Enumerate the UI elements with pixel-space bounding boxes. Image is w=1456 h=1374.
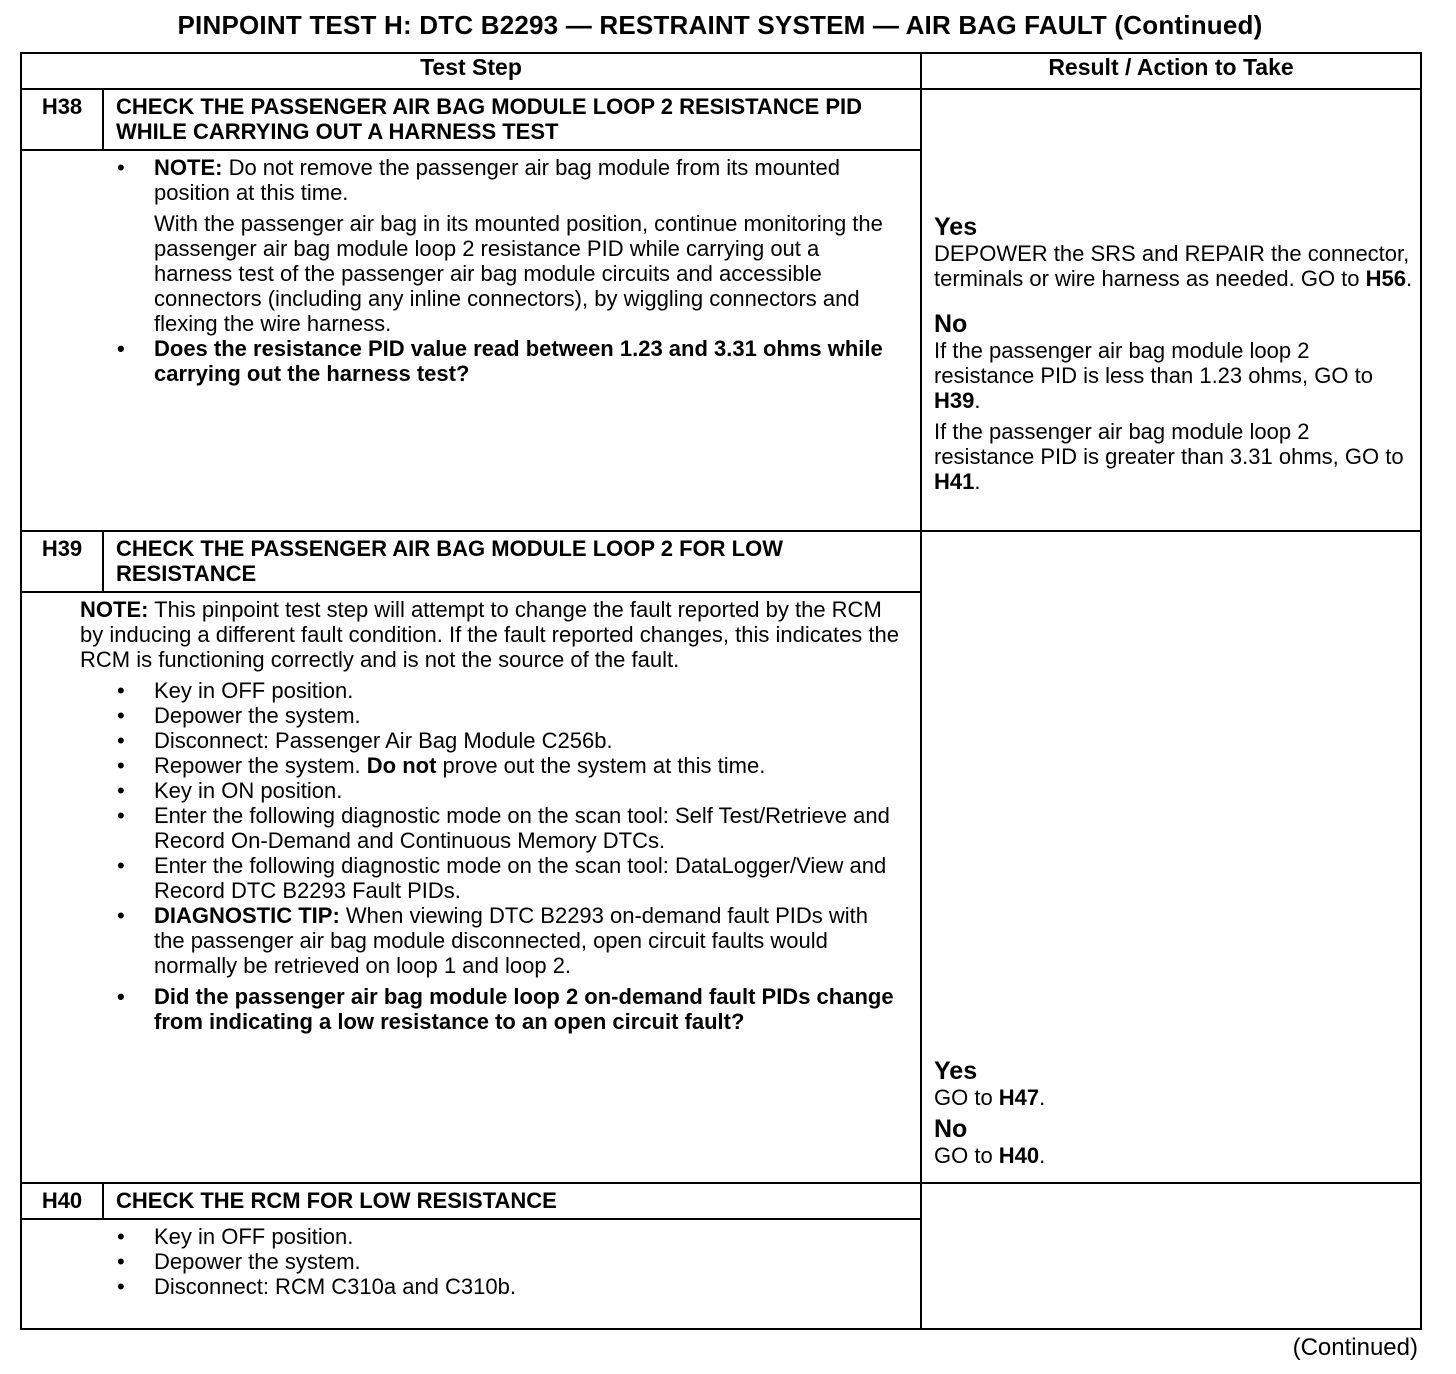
step-body-h40 (22, 1220, 920, 1311)
step-cell-h40 (21, 1183, 921, 1329)
step-title: CHECK THE PASSENGER AIR BAG MODULE LOOP 2 RESISTANCE PID WHILE CARRYING OUT A HARNESS TEST (116, 94, 863, 144)
pinpoint-test-table (20, 52, 1422, 1330)
list-item: • Depower the system. (117, 1249, 900, 1274)
step-cell-h38 (21, 89, 921, 531)
list-item (117, 155, 900, 336)
no-action-1: If the passenger air bag module loop 2 resistance PID is less than 1.23 ohms, GO to H39. (934, 338, 1373, 413)
list-item: • Key in OFF position. (117, 678, 900, 703)
note-text: Do not remove the passenger air bag module from its mounted position at this time. (154, 155, 840, 205)
yes-label: Yes (934, 213, 978, 241)
step-id: H39 (22, 532, 104, 591)
goto-link: H39 (934, 388, 975, 413)
step-title: CHECK THE RCM FOR LOW RESISTANCE (116, 1188, 557, 1213)
test-step-header: Test Step (21, 53, 921, 89)
note-label: NOTE: (80, 597, 149, 622)
question-item: • Did the passenger air bag module loop 2 on-demand fault PIDs change from indicating a low resistance to an open circuit fault? (117, 984, 900, 1034)
step-id: H40 (22, 1184, 104, 1218)
goto-link: H56 (1365, 266, 1407, 291)
table-header-row (21, 53, 1421, 89)
step-row-h39 (21, 531, 1421, 1183)
list-item: • Key in ON position. (117, 778, 900, 803)
step-cell-h39 (21, 531, 921, 1183)
step-heading-h38 (22, 90, 920, 151)
no-action-2: If the passenger air bag module loop 2 resistance PID is greater than 3.31 ohms, GO to H41. (934, 419, 1404, 494)
goto-link: H41 (934, 469, 975, 494)
goto-link: H40 (998, 1143, 1040, 1168)
result-cell-h38 (921, 89, 1421, 531)
no-action: GO to H40. (934, 1143, 1046, 1168)
step-body-h39 (22, 593, 920, 1046)
step-heading-h39 (22, 532, 920, 593)
list-item: • Disconnect: Passenger Air Bag Module C256b. (117, 728, 900, 753)
no-label: No (934, 1115, 968, 1143)
step-heading-h40 (22, 1184, 920, 1220)
result-cell-h39 (921, 531, 1421, 1183)
result-cell-h40 (921, 1183, 1421, 1329)
no-label: No (934, 310, 968, 338)
instruction-paragraph: With the passenger air bag in its mounted position, continue monitoring the passenger air bag module loop 2 resistance PID while carrying out a harness test of the passenger air bag module circuits and accessible connectors (including any inline connectors), by wiggling connectors and flexing the wire harness. (154, 211, 883, 336)
list-item: • Depower the system. (117, 703, 900, 728)
yes-action: DEPOWER the SRS and REPAIR the connector, terminals or wire harness as needed. GO to H56. (934, 241, 1413, 291)
step-title: CHECK THE PASSENGER AIR BAG MODULE LOOP 2 FOR LOW RESISTANCE (116, 536, 783, 586)
yes-action: GO to H47. (934, 1085, 1046, 1110)
step-id: H38 (22, 90, 104, 149)
result-h38 (922, 90, 1420, 494)
note-label: NOTE: (154, 155, 223, 180)
list-item: • Enter the following diagnostic mode on the scan tool: Self Test/Retrieve and Record On-Demand and Continuous Memory DTCs. (117, 803, 900, 853)
step-row-h38 (21, 89, 1421, 531)
step-row-h40 (21, 1183, 1421, 1329)
question-item: • Does the resistance PID value read between 1.23 and 3.31 ohms while carrying out the harness test? (117, 336, 900, 386)
list-item: • Repower the system. Do not prove out the system at this time. (117, 753, 900, 778)
note-paragraph (80, 597, 900, 672)
goto-link: H47 (998, 1085, 1040, 1110)
result-h39 (922, 532, 1420, 1168)
list-item: • Enter the following diagnostic mode on the scan tool: DataLogger/View and Record DTC B2293 Fault PIDs. (117, 853, 900, 903)
list-item: • Key in OFF position. (117, 1224, 900, 1249)
diagnostic-tip: • DIAGNOSTIC TIP: When viewing DTC B2293 on-demand fault PIDs with the passenger air bag module disconnected, open circuit faults would normally be retrieved on loop 1 and loop 2. (117, 903, 900, 978)
result-action-header: Result / Action to Take (921, 53, 1421, 89)
note-text: This pinpoint test step will attempt to change the fault reported by the RCM by inducing a different fault condition. If the fault reported changes, this indicates the RCM is functioning correctly and is not the source of the fault. (80, 597, 900, 672)
step-body-h38 (22, 151, 920, 398)
continued-label: (Continued) (1292, 1334, 1418, 1361)
yes-label: Yes (934, 1057, 978, 1085)
page-title: PINPOINT TEST H: DTC B2293 — RESTRAINT SYSTEM — AIR BAG FAULT (Continued) (177, 10, 1263, 40)
list-item: • Disconnect: RCM C310a and C310b. (117, 1274, 900, 1299)
